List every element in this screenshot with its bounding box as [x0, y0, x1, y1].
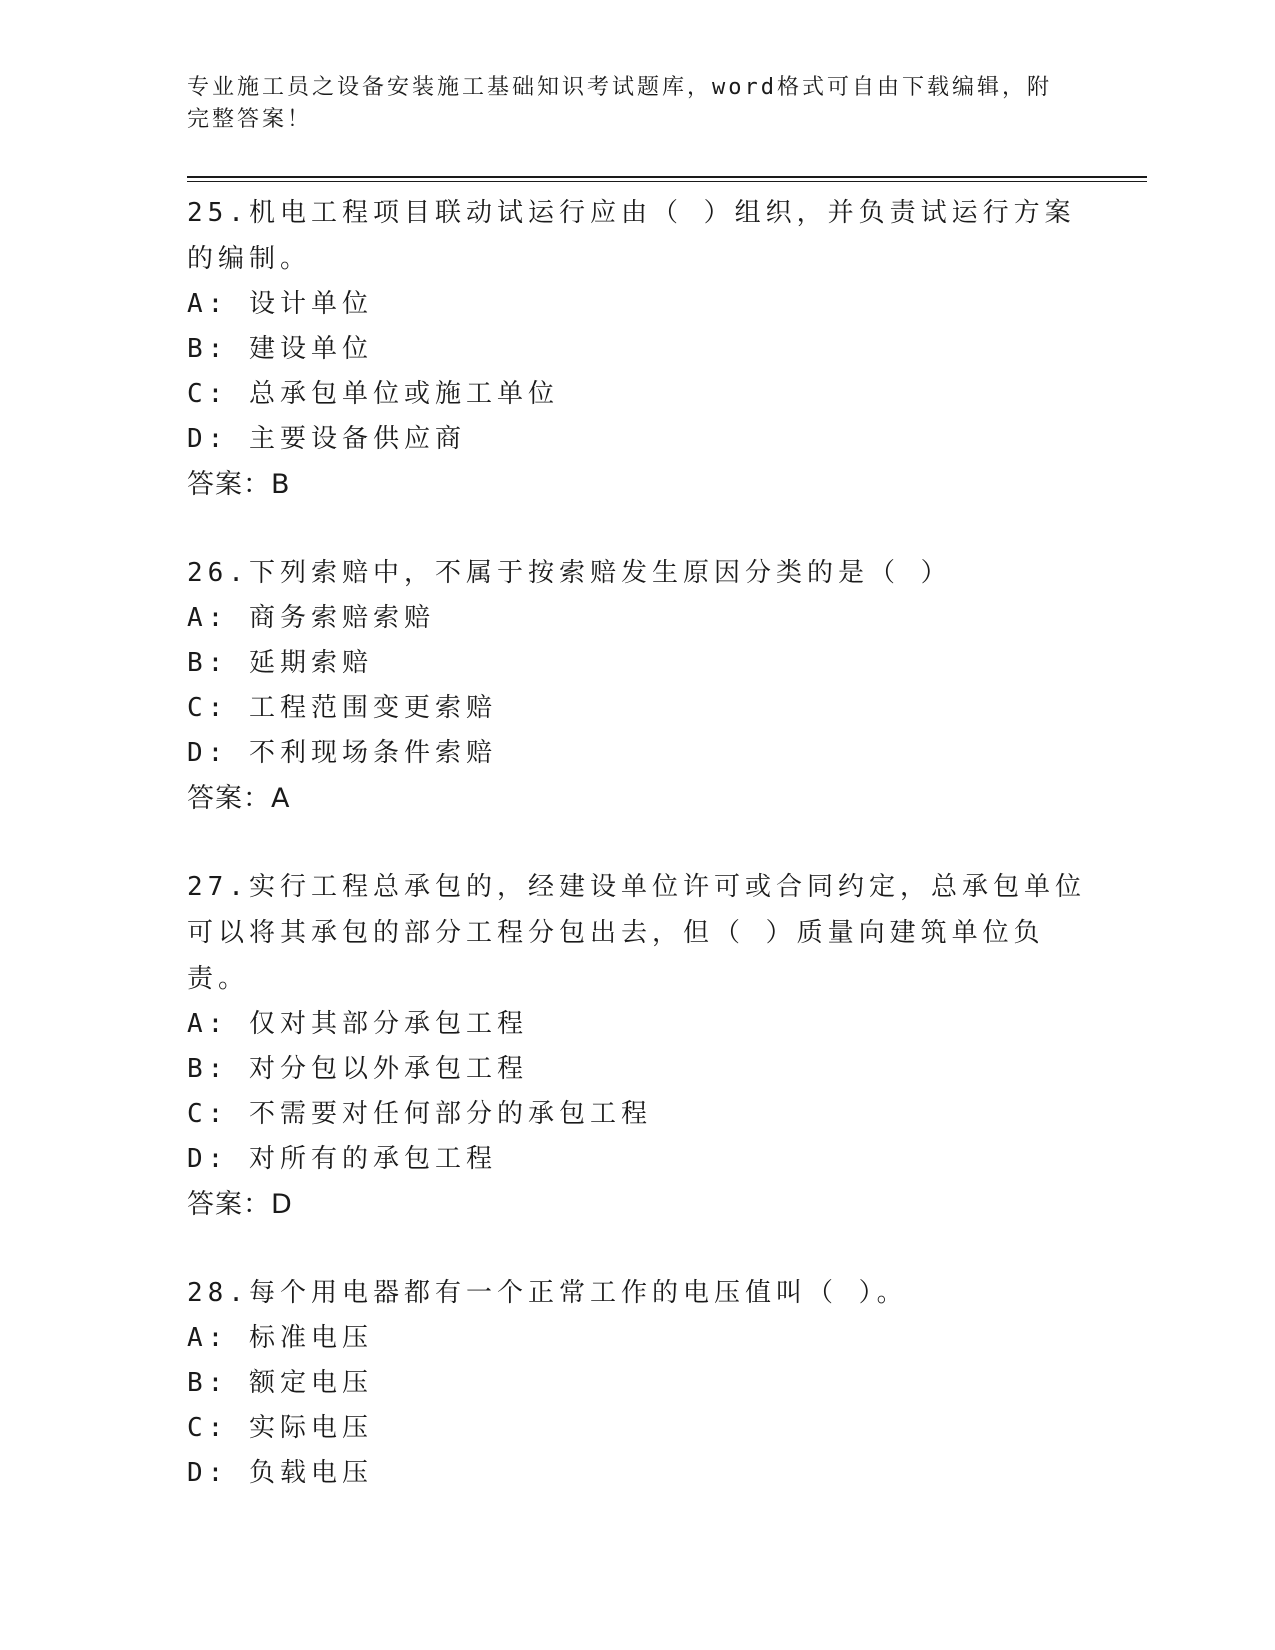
question-25	[187, 190, 1087, 508]
answer: 答案：D	[187, 1189, 293, 1220]
option-d: D: 主要设备供应商	[187, 424, 466, 454]
option-a: A: 商务索赔索赔	[187, 603, 435, 633]
question-28	[187, 1270, 1087, 1496]
document-header: 专业施工员之设备安装施工基础知识考试题库，word格式可自由下载编辑，附完整答案！	[187, 75, 1052, 132]
answer: 答案：A	[187, 783, 291, 814]
option-c: C: 工程范围变更索赔	[187, 693, 497, 723]
question-list	[187, 190, 1087, 1538]
question-stem: 25.机电工程项目联动试运行应由（ ）组织，并负责试运行方案的编制。	[187, 198, 1076, 274]
question-27	[187, 864, 1087, 1228]
question-stem: 27.实行工程总承包的，经建设单位许可或合同约定，总承包单位可以将其承包的部分工程分包出去，但（ ）质量向建筑单位负责。	[187, 872, 1086, 994]
header-divider	[187, 176, 1147, 178]
question-stem: 28.每个用电器都有一个正常工作的电压值叫（ ）。	[187, 1278, 908, 1308]
question-stem: 26.下列索赔中，不属于按索赔发生原因分类的是（ ）	[187, 558, 952, 588]
question-26	[187, 550, 1087, 822]
option-b: B: 建设单位	[187, 334, 373, 364]
answer: 答案：B	[187, 469, 291, 500]
option-c: C: 总承包单位或施工单位	[187, 379, 559, 409]
option-c: C: 不需要对任何部分的承包工程	[187, 1099, 652, 1129]
option-b: B: 延期索赔	[187, 648, 373, 678]
option-a: A: 设计单位	[187, 289, 373, 319]
option-a: A: 仅对其部分承包工程	[187, 1009, 528, 1039]
header-divider-thin	[187, 181, 1147, 182]
option-a: A: 标准电压	[187, 1323, 373, 1353]
option-d: D: 对所有的承包工程	[187, 1144, 497, 1174]
option-b: B: 额定电压	[187, 1368, 373, 1398]
option-b: B: 对分包以外承包工程	[187, 1054, 528, 1084]
option-d: D: 负载电压	[187, 1458, 373, 1488]
option-c: C: 实际电压	[187, 1413, 373, 1443]
option-d: D: 不利现场条件索赔	[187, 738, 497, 768]
